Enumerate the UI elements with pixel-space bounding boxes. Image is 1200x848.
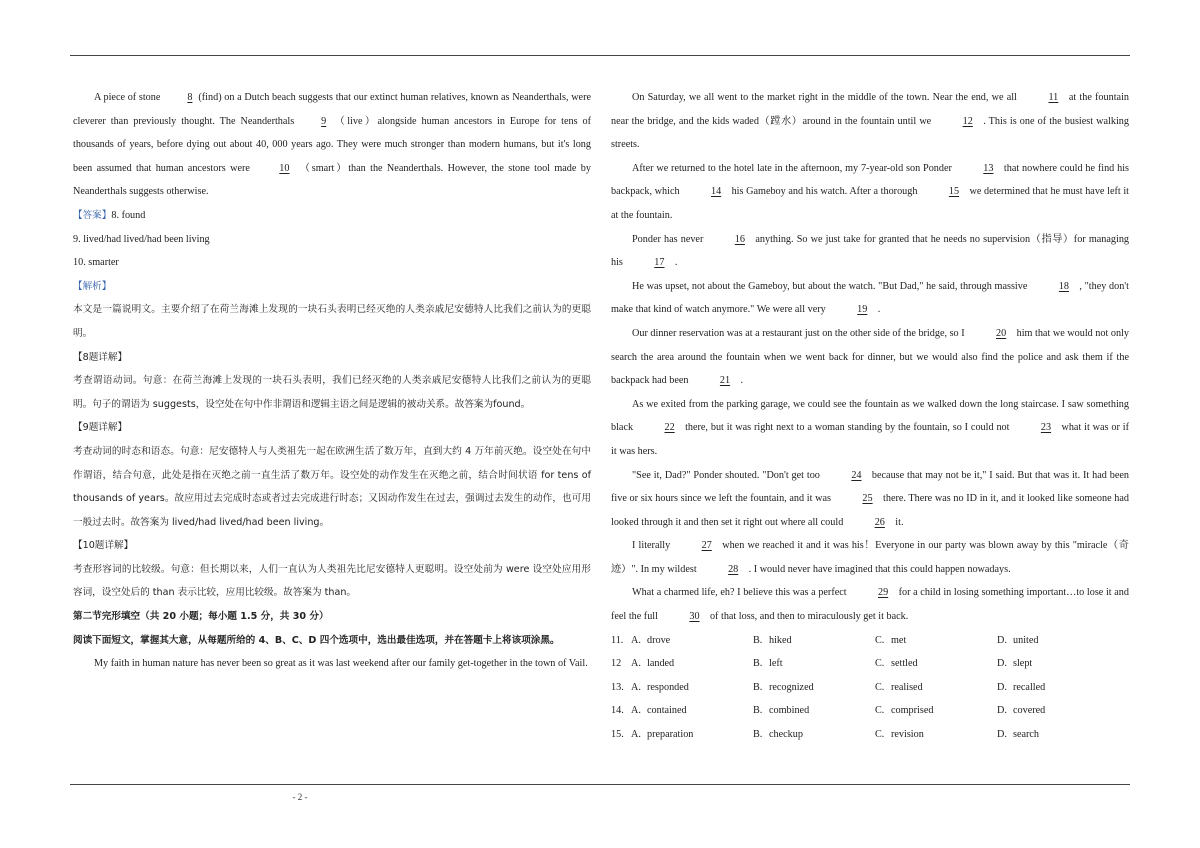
detail-9-text: 考查动词的时态和语态。句意：尼安德特人与人类祖先一起在欧洲生活了数万年，直到大约 4 万年前灭绝。设空处在句中作谓语，结合句意，此处是指在灭绝之前一直生活了数万年。设空处的动作发生在灭绝之前，结合时间状语 for tens of thousands of years。故应用过去完成时态或者过去完成进行时态；又因动作发生在过去，强调过去发生的动作，也可用一般过去时。故答案为 lived/had lived/had been living。	[73, 445, 591, 528]
cloze-paragraph-1: On Saturday, we all went to the market right in the middle of the town. Near the end, we all 11 at the fountain near the bridge, and the kids waded（蹚水）around in the fountain until we 12 . This is one of the busiest walking streets.	[611, 86, 1129, 157]
cloze-paragraph-4: He was upset, not about the Gameboy, but about the watch. "But Dad," he said, through massive 18 , "they don't make that kind of watch anymore." We were all very 19 .	[611, 275, 1129, 322]
blank-10: 10	[279, 162, 290, 174]
blank-21: 21	[719, 375, 731, 387]
blank-22: 22	[664, 422, 675, 434]
cloze-paragraph-8: I literally 27 when we reached it and it was his！Everyone in our party was blown away by this "miracle（奇迹）". In my wildest 28 . I would never have imagined that this could happen nowadays.	[611, 534, 1129, 581]
blank-26: 26	[874, 516, 885, 528]
cloze-paragraph-5: Our dinner reservation was at a restaurant just on the other side of the bridge, so I 20 him that we would not only search the area around the fountain when we went back for dinner, but we would also find the police and ask them if the backpack had been 21 .	[611, 322, 1129, 393]
bottom-rule	[70, 784, 1130, 785]
option-row: 13. A. responded B. recognized C. realised D. recalled	[611, 681, 1046, 693]
blank-20: 20	[996, 327, 1007, 339]
blank-16: 16	[734, 233, 745, 245]
answer-10: 10. smarter	[73, 257, 119, 269]
section-instruction: 阅读下面短文，掌握其大意，从每题所给的 4、B、C、D 四个选项中，选出最佳选项，并在答题卡上将该项涂黑。	[73, 634, 560, 646]
option-row: 11. A. drove B. hiked C. met D. united	[611, 634, 1039, 646]
blank-11: 11	[1048, 92, 1059, 103]
blank-30: 30	[689, 611, 700, 623]
blank-8: 8	[187, 92, 193, 103]
answer-tag: 【答案】	[73, 209, 112, 221]
passage-2-start: My faith in human nature has never been so great as it was last weekend after our family get-together in the town of Vail.	[94, 658, 588, 670]
left-column	[73, 86, 591, 676]
blank-23: 23	[1040, 422, 1052, 434]
blank-25: 25	[862, 493, 873, 505]
detail-10-title: 【10题详解】	[73, 540, 134, 552]
blank-17: 17	[654, 257, 665, 269]
cloze-paragraph-2: After we returned to the hotel late in the afternoon, my 7-year-old son Ponder 13 that nowhere could he find his backpack, which 14 his Gameboy and his watch. After a thorough 15 we determined that he must have left it at the fountain.	[611, 157, 1129, 228]
analysis-tag: 【解析】	[73, 280, 112, 292]
cloze-paragraph-9: What a charmed life, eh? I believe this was a perfect 29 for a child in losing something important…to lose it and feel the full 30 of that loss, and then to miraculously get it back.	[611, 581, 1129, 628]
blank-12: 12	[962, 115, 973, 127]
blank-18: 18	[1058, 280, 1069, 292]
analysis-text: 本文是一篇说明文。主要介绍了在荷兰海滩上发现的一块石头表明已经灭绝的人类亲戚尼安德特人比我们之前认为的更聪明。	[73, 304, 591, 339]
right-column	[611, 86, 1129, 747]
blank-27: 27	[701, 540, 712, 552]
passage-neanderthals: A piece of stone 8 (find) on a Dutch beach suggests that our extinct human relatives, known as Neanderthals, were cleverer than previously thought. The Neanderthals 9 （live）alongside human ancestors in Europe for tens of thousands of years, before dying out about 40, 000 years ago. They were much stronger than modern humans, but it's long been assumed that human ancestors were 10 （smart）than the Neanderthals. However, the stone tool made by Neanderthals suggests otherwise.	[73, 86, 591, 204]
blank-13: 13	[983, 162, 994, 174]
detail-8-text: 考查谓语动词。句意：在荷兰海滩上发现的一块石头表明，我们已经灭绝的人类亲戚尼安德特人比我们之前认为的更聪明。句子的谓语为 suggests，设空处在句中作非谓语和逻辑主语之间是逻辑的被动关系。故答案为found。	[73, 375, 591, 410]
top-rule	[70, 55, 1130, 56]
blank-19: 19	[857, 304, 868, 316]
detail-10-text: 考查形容词的比较级。句意：但长期以来，人们一直认为人类祖先比尼安德特人更聪明。设空处前为 were 设空处应用形容词，设空处后的 than 表示比较，应用比较级。故答案为 than。	[73, 563, 591, 599]
detail-9-title: 【9题详解】	[73, 422, 128, 434]
option-row: 15. A. preparation B. checkup C. revision D. search	[611, 729, 1040, 741]
blank-24: 24	[851, 469, 862, 481]
blank-14: 14	[710, 186, 722, 198]
option-row: 14. A. contained B. combined C. comprised D. covered	[611, 705, 1046, 717]
answer-9: 9. lived/had lived/had been living	[73, 233, 210, 245]
option-row: 12 A. landed B. left C. settled D. slept	[611, 658, 1033, 670]
cloze-paragraph-3: Ponder has never 16 anything. So we just take for granted that he needs no supervision（指导）for managing his 17 .	[611, 228, 1129, 275]
cloze-paragraph-6: As we exited from the parking garage, we could see the fountain as we walked down the long staircase. I saw something black 22 there, but it was right next to a woman standing by the fountain, so I could not 23 what it was or if it was hers.	[611, 398, 1129, 457]
section-title: 第二节完形填空（共 20 小题；每小题 1.5 分，共 30 分）	[73, 611, 329, 623]
options-list	[611, 629, 1129, 747]
detail-8-title: 【8题详解】	[73, 351, 128, 363]
cloze-paragraph-7: "See it, Dad?" Ponder shouted. "Don't get too 24 because that may not be it," I said. But that was it. It had been five or six hours since we left the fountain, and it was 25 there. There was no ID in it, and it looked like someone had looked through it and then set it right out where all could 26 it.	[611, 464, 1129, 535]
answer-line: 【答案】8. found	[73, 209, 146, 221]
blank-28: 28	[728, 563, 739, 575]
blank-15: 15	[948, 186, 960, 198]
blank-9: 9	[321, 115, 327, 127]
page-number: - 2 -	[292, 792, 308, 802]
blank-29: 29	[878, 587, 889, 599]
